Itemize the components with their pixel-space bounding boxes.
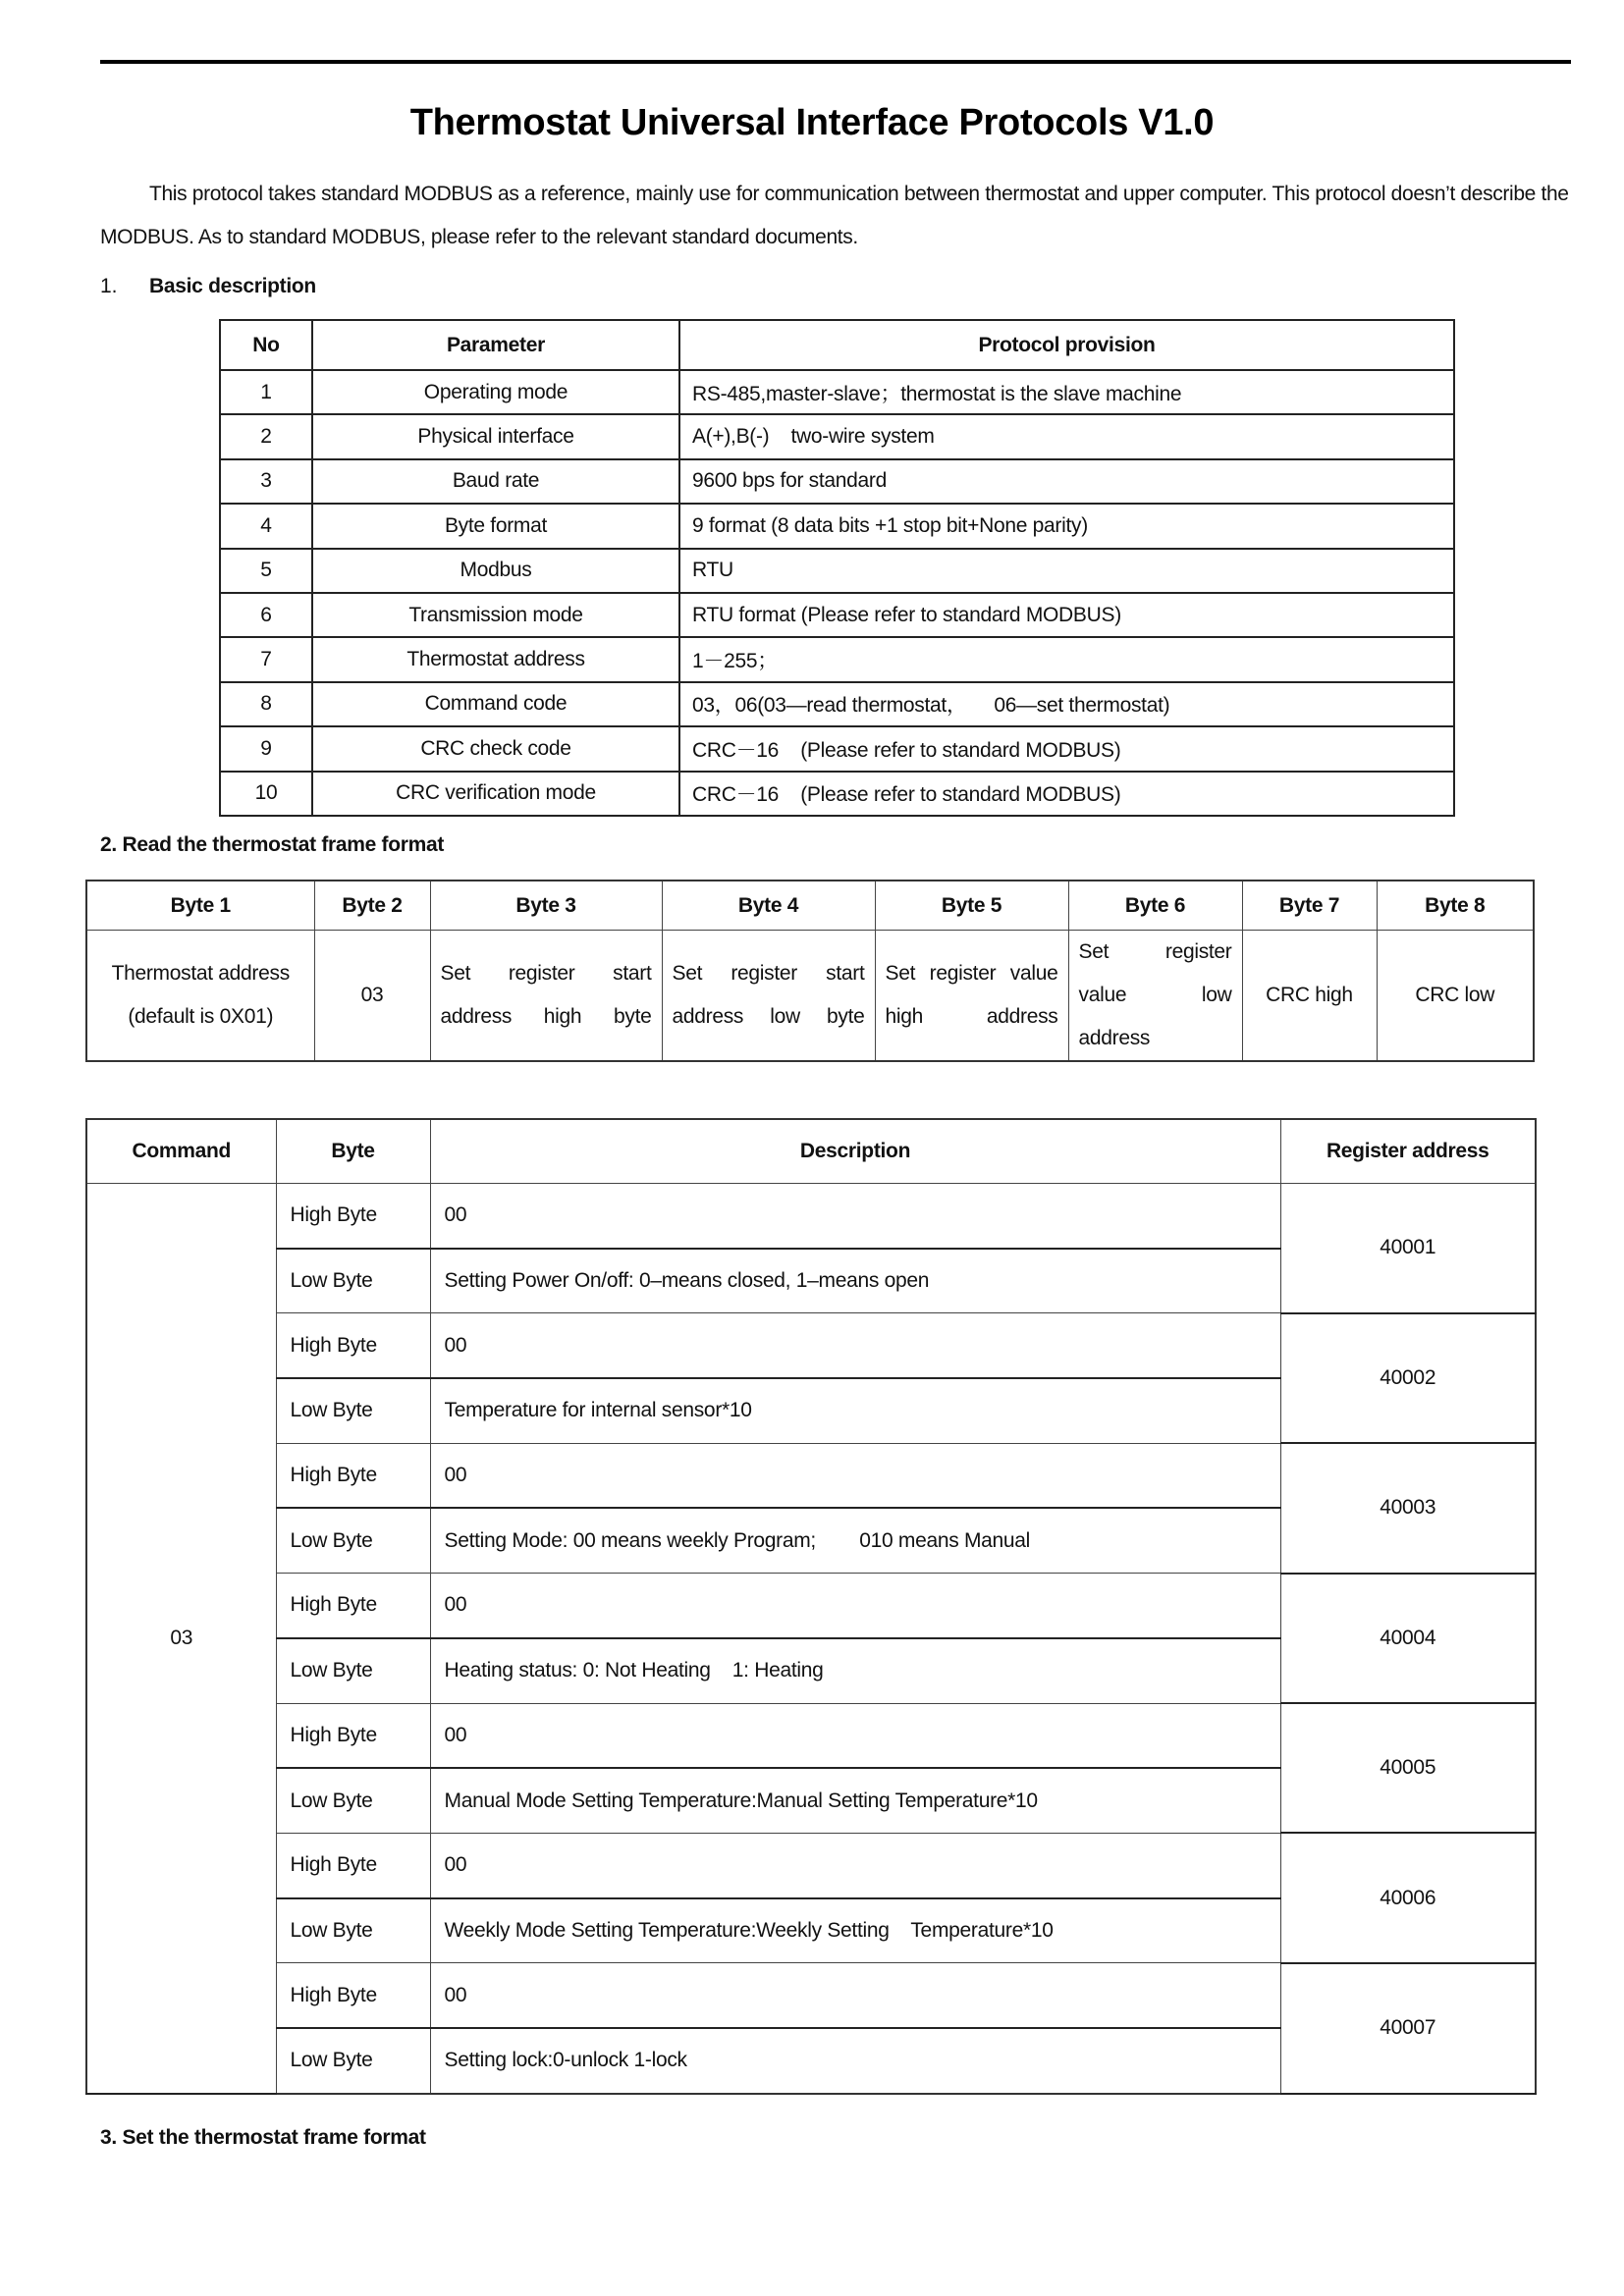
table-row xyxy=(86,1833,1536,1897)
header-byte-5: Byte 5 xyxy=(875,881,1068,931)
cell-byte-2: 03 xyxy=(314,931,430,1062)
read-frame-format-table xyxy=(85,880,1535,1062)
table-row xyxy=(86,1703,1536,1768)
cell-description: 00 xyxy=(430,1184,1280,1249)
cell-byte: Low Byte xyxy=(276,1898,430,1963)
cell-description: Setting lock:0-unlock 1-lock xyxy=(430,2028,1280,2094)
cell-description: Temperature for internal sensor*10 xyxy=(430,1378,1280,1443)
cell-provision: CRC－16 (Please refer to standard MODBUS) xyxy=(679,726,1454,771)
table-row xyxy=(220,459,1454,504)
table-row xyxy=(86,1184,1536,1249)
cell-no: 9 xyxy=(220,726,312,771)
cell-provision: RTU format (Please refer to standard MODBUS) xyxy=(679,593,1454,637)
header-byte-4: Byte 4 xyxy=(662,881,875,931)
cell-register-address: 40005 xyxy=(1280,1703,1536,1833)
table-row xyxy=(220,772,1454,816)
cell-description: 00 xyxy=(430,1574,1280,1638)
cell-byte: High Byte xyxy=(276,1833,430,1897)
cell-description: Setting Power On/off: 0–means closed, 1–means open xyxy=(430,1249,1280,1313)
section-1-number: 1. xyxy=(100,275,118,297)
cell-byte-3: Set register start address high byte xyxy=(430,931,662,1062)
cell-byte-1: Thermostat address (default is 0X01) xyxy=(86,931,314,1062)
basic-description-table xyxy=(219,319,1455,817)
section-1-heading: Basic description xyxy=(149,275,316,297)
header-byte: Byte xyxy=(276,1119,430,1184)
cell-command: 03 xyxy=(86,1184,276,2094)
cell-byte: Low Byte xyxy=(276,1508,430,1573)
cell-byte: Low Byte xyxy=(276,1378,430,1443)
cell-description: 00 xyxy=(430,1313,1280,1378)
cell-description: Setting Mode: 00 means weekly Program; 010 means Manual xyxy=(430,1508,1280,1573)
cell-provision: 9600 bps for standard xyxy=(679,459,1454,504)
table-row xyxy=(86,1963,1536,2028)
table-row xyxy=(220,726,1454,771)
cell-byte: High Byte xyxy=(276,1443,430,1508)
cell-parameter: Command code xyxy=(312,682,679,726)
cell-provision: CRC－16 (Please refer to standard MODBUS) xyxy=(679,772,1454,816)
cell-byte: Low Byte xyxy=(276,1249,430,1313)
table-row xyxy=(220,682,1454,726)
cell-byte-7: CRC high xyxy=(1242,931,1377,1062)
cell-parameter: Byte format xyxy=(312,504,679,548)
cell-byte-6: Set register value low address xyxy=(1068,931,1242,1062)
cell-no: 2 xyxy=(220,414,312,458)
section-2-heading: 2. Read the thermostat frame format xyxy=(100,833,445,856)
table-row xyxy=(86,1574,1536,1638)
cell-description: 00 xyxy=(430,1703,1280,1768)
header-no: No xyxy=(220,320,312,370)
cell-parameter: CRC verification mode xyxy=(312,772,679,816)
cell-byte-4: Set register start address low byte xyxy=(662,931,875,1062)
table-row xyxy=(86,1443,1536,1508)
header-rule xyxy=(100,60,1571,64)
cell-provision: 1－255； xyxy=(679,637,1454,681)
table-row xyxy=(86,1313,1536,1378)
cell-byte: Low Byte xyxy=(276,1638,430,1703)
cell-register-address: 40006 xyxy=(1280,1833,1536,1962)
table-header-row xyxy=(86,1119,1536,1184)
cell-no: 4 xyxy=(220,504,312,548)
cell-register-address: 40004 xyxy=(1280,1574,1536,1703)
cell-description: Manual Mode Setting Temperature:Manual Setting Temperature*10 xyxy=(430,1768,1280,1833)
header-byte-8: Byte 8 xyxy=(1377,881,1534,931)
cell-no: 8 xyxy=(220,682,312,726)
cell-register-address: 40001 xyxy=(1280,1184,1536,1313)
cell-parameter: Modbus xyxy=(312,549,679,593)
cell-parameter: Transmission mode xyxy=(312,593,679,637)
document-title: Thermostat Universal Interface Protocols V1.0 xyxy=(409,102,1215,143)
table-row xyxy=(220,370,1454,414)
cell-byte: High Byte xyxy=(276,1313,430,1378)
table-row xyxy=(86,931,1534,1062)
table-row xyxy=(220,549,1454,593)
table-row xyxy=(220,414,1454,458)
table-header-row xyxy=(86,881,1534,931)
cell-register-address: 40007 xyxy=(1280,1963,1536,2094)
cell-parameter: Baud rate xyxy=(312,459,679,504)
cell-register-address: 40002 xyxy=(1280,1313,1536,1443)
cell-byte: Low Byte xyxy=(276,1768,430,1833)
section-3-heading: 3. Set the thermostat frame format xyxy=(100,2126,426,2149)
cell-description: 00 xyxy=(430,1833,1280,1897)
register-map-table xyxy=(85,1118,1537,2095)
cell-byte: Low Byte xyxy=(276,2028,430,2094)
cell-parameter: CRC check code xyxy=(312,726,679,771)
cell-byte: High Byte xyxy=(276,1574,430,1638)
cell-description: Weekly Mode Setting Temperature:Weekly Setting Temperature*10 xyxy=(430,1898,1280,1963)
table-row xyxy=(220,593,1454,637)
header-byte-6: Byte 6 xyxy=(1068,881,1242,931)
cell-description: 00 xyxy=(430,1963,1280,2028)
cell-no: 1 xyxy=(220,370,312,414)
cell-byte-5: Set register value high address xyxy=(875,931,1068,1062)
table-header-row xyxy=(220,320,1454,370)
cell-description: Heating status: 0: Not Heating 1: Heating xyxy=(430,1638,1280,1703)
cell-parameter: Physical interface xyxy=(312,414,679,458)
intro-paragraph: This protocol takes standard MODBUS as a reference, mainly use for communication between thermostat and upper computer. This protocol doesn’t describe the MODBUS. As to standard MODBUS, please refer to the relevant standard documents. xyxy=(100,183,1569,248)
cell-parameter: Thermostat address xyxy=(312,637,679,681)
cell-no: 7 xyxy=(220,637,312,681)
cell-byte: High Byte xyxy=(276,1184,430,1249)
cell-byte: High Byte xyxy=(276,1703,430,1768)
header-byte-3: Byte 3 xyxy=(430,881,662,931)
header-description: Description xyxy=(430,1119,1280,1184)
cell-no: 6 xyxy=(220,593,312,637)
cell-register-address: 40003 xyxy=(1280,1443,1536,1573)
cell-byte: High Byte xyxy=(276,1963,430,2028)
header-parameter: Parameter xyxy=(312,320,679,370)
table-row xyxy=(220,637,1454,681)
header-provision: Protocol provision xyxy=(679,320,1454,370)
header-byte-7: Byte 7 xyxy=(1242,881,1377,931)
cell-description: 00 xyxy=(430,1443,1280,1508)
cell-provision: RS-485,master-slave；thermostat is the slave machine xyxy=(679,370,1454,414)
header-command: Command xyxy=(86,1119,276,1184)
cell-no: 3 xyxy=(220,459,312,504)
table-row xyxy=(220,504,1454,548)
header-byte-2: Byte 2 xyxy=(314,881,430,931)
cell-parameter: Operating mode xyxy=(312,370,679,414)
cell-no: 5 xyxy=(220,549,312,593)
cell-provision: 9 format (8 data bits +1 stop bit+None parity) xyxy=(679,504,1454,548)
cell-provision: RTU xyxy=(679,549,1454,593)
cell-no: 10 xyxy=(220,772,312,816)
header-register-address: Register address xyxy=(1280,1119,1536,1184)
cell-byte-8: CRC low xyxy=(1377,931,1534,1062)
header-byte-1: Byte 1 xyxy=(86,881,314,931)
cell-provision: A(+),B(-) two-wire system xyxy=(679,414,1454,458)
cell-provision: 03，06(03—read thermostat， 06—set thermostat) xyxy=(679,682,1454,726)
